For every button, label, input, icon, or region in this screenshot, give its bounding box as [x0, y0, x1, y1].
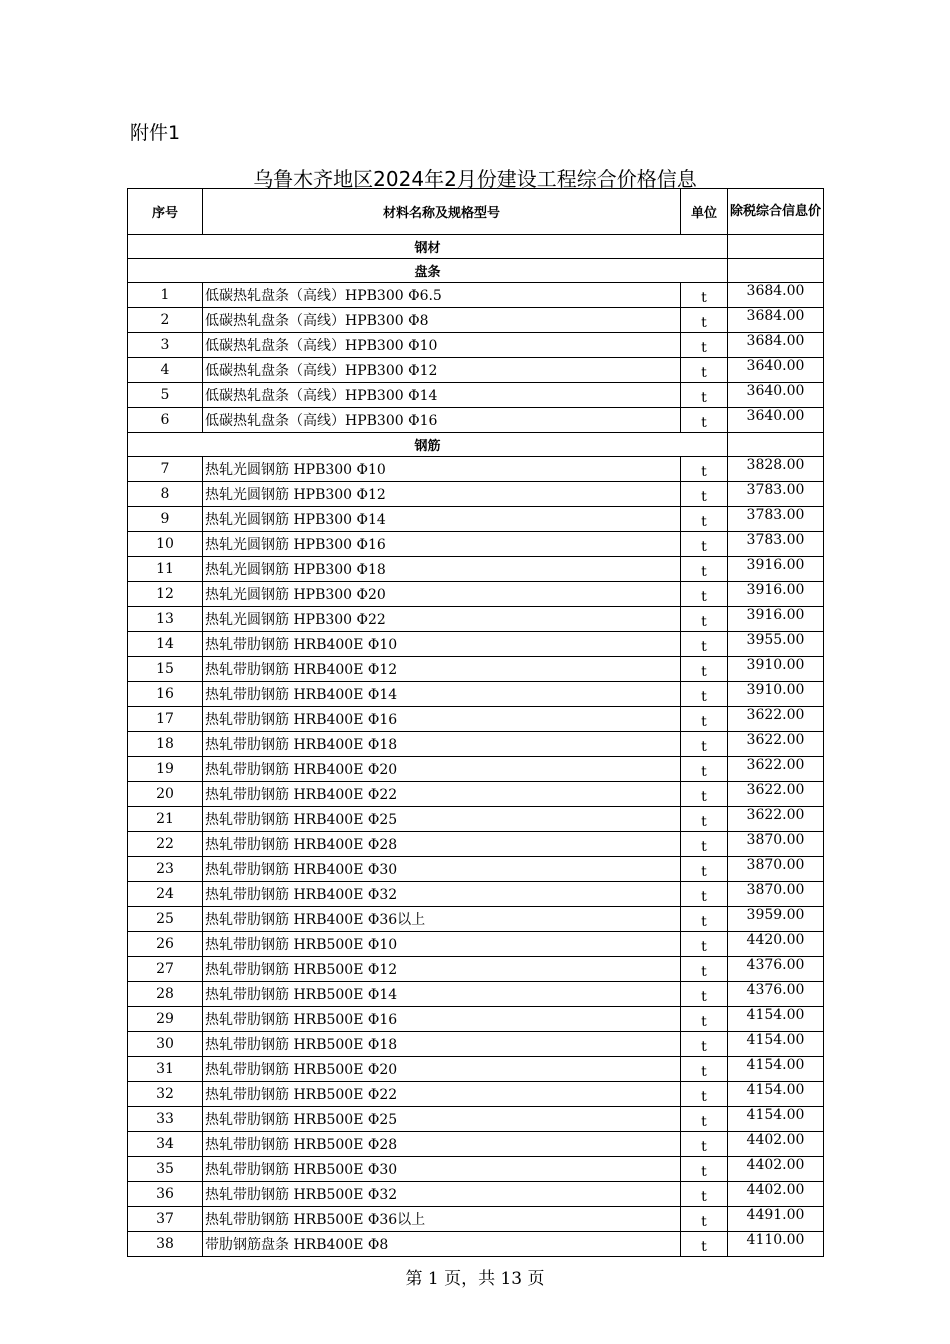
unit-cell: t: [681, 907, 728, 932]
material-name: 热轧带肋钢筋 HRB400E Φ32: [203, 882, 681, 907]
material-name: 热轧带肋钢筋 HRB400E Φ28: [203, 832, 681, 857]
unit-cell: t: [681, 1007, 728, 1032]
unit-cell: t: [681, 732, 728, 757]
table-row: [128, 932, 824, 957]
unit-cell: t: [681, 408, 728, 433]
table-row: [128, 308, 824, 333]
price-cell: 4154.00: [728, 1107, 824, 1132]
section-row: [128, 433, 824, 457]
row-number: 12: [128, 582, 203, 607]
row-number: 26: [128, 932, 203, 957]
price-cell: 3783.00: [728, 507, 824, 532]
row-number: 3: [128, 333, 203, 358]
material-name: 低碳热轧盘条（高线）HPB300 Φ12: [203, 358, 681, 383]
unit-cell: t: [681, 882, 728, 907]
table-row: [128, 832, 824, 857]
row-number: 6: [128, 408, 203, 433]
price-cell: 3828.00: [728, 457, 824, 482]
table-row: [128, 408, 824, 433]
section-row: [128, 259, 824, 283]
price-cell: 3622.00: [728, 782, 824, 807]
unit-cell: t: [681, 1032, 728, 1057]
page-footer: 第 1 页，共 13 页: [405, 1269, 545, 1289]
unit-cell: t: [681, 1057, 728, 1082]
header-price: 除税综合信息价: [728, 189, 824, 235]
row-number: 19: [128, 757, 203, 782]
section-label: 钢材: [128, 235, 728, 259]
row-number: 31: [128, 1057, 203, 1082]
material-name: 热轧光圆钢筋 HPB300 Φ18: [203, 557, 681, 582]
price-cell: 3910.00: [728, 682, 824, 707]
material-name: 热轧带肋钢筋 HRB500E Φ20: [203, 1057, 681, 1082]
table-row: [128, 1007, 824, 1032]
table-row: [128, 1182, 824, 1207]
unit-cell: t: [681, 1207, 728, 1232]
material-name: 热轧带肋钢筋 HRB500E Φ32: [203, 1182, 681, 1207]
price-cell: 4376.00: [728, 957, 824, 982]
unit-cell: t: [681, 308, 728, 333]
table-row: [128, 283, 824, 308]
table-row: [128, 1157, 824, 1182]
unit-cell: t: [681, 1232, 728, 1257]
material-name: 热轧光圆钢筋 HPB300 Φ16: [203, 532, 681, 557]
row-number: 16: [128, 682, 203, 707]
table-row: [128, 607, 824, 632]
price-table: [127, 188, 824, 1257]
row-number: 25: [128, 907, 203, 932]
section-row: [128, 235, 824, 259]
material-name: 带肋钢筋盘条 HRB400E Φ8: [203, 1232, 681, 1257]
material-name: 热轧光圆钢筋 HPB300 Φ14: [203, 507, 681, 532]
unit-cell: t: [681, 607, 728, 632]
unit-cell: t: [681, 707, 728, 732]
price-cell: 3622.00: [728, 757, 824, 782]
material-name: 热轧带肋钢筋 HRB500E Φ14: [203, 982, 681, 1007]
material-name: 热轧带肋钢筋 HRB500E Φ10: [203, 932, 681, 957]
row-number: 27: [128, 957, 203, 982]
table-row: [128, 982, 824, 1007]
unit-cell: t: [681, 557, 728, 582]
price-cell: 4154.00: [728, 1007, 824, 1032]
material-name: 热轧带肋钢筋 HRB500E Φ28: [203, 1132, 681, 1157]
price-cell: 4420.00: [728, 932, 824, 957]
table-body: [128, 235, 824, 1257]
material-name: 低碳热轧盘条（高线）HPB300 Φ14: [203, 383, 681, 408]
unit-cell: t: [681, 333, 728, 358]
row-number: 37: [128, 1207, 203, 1232]
row-number: 17: [128, 707, 203, 732]
price-cell: 3640.00: [728, 383, 824, 408]
table-row: [128, 1107, 824, 1132]
material-name: 热轧带肋钢筋 HRB400E Φ22: [203, 782, 681, 807]
material-name: 低碳热轧盘条（高线）HPB300 Φ8: [203, 308, 681, 333]
row-number: 33: [128, 1107, 203, 1132]
material-name: 热轧带肋钢筋 HRB400E Φ30: [203, 857, 681, 882]
price-cell: 4491.00: [728, 1207, 824, 1232]
price-cell: 4376.00: [728, 982, 824, 1007]
row-number: 2: [128, 308, 203, 333]
row-number: 30: [128, 1032, 203, 1057]
row-number: 10: [128, 532, 203, 557]
row-number: 11: [128, 557, 203, 582]
section-price-empty: [728, 259, 824, 283]
material-name: 热轧带肋钢筋 HRB500E Φ30: [203, 1157, 681, 1182]
row-number: 5: [128, 383, 203, 408]
price-cell: 4402.00: [728, 1182, 824, 1207]
material-name: 热轧带肋钢筋 HRB400E Φ10: [203, 632, 681, 657]
unit-cell: t: [681, 582, 728, 607]
price-cell: 3783.00: [728, 532, 824, 557]
row-number: 36: [128, 1182, 203, 1207]
unit-cell: t: [681, 757, 728, 782]
price-cell: 4110.00: [728, 1232, 824, 1257]
table-row: [128, 532, 824, 557]
row-number: 8: [128, 482, 203, 507]
price-cell: 3955.00: [728, 632, 824, 657]
material-name: 热轧带肋钢筋 HRB400E Φ18: [203, 732, 681, 757]
row-number: 14: [128, 632, 203, 657]
price-cell: 3783.00: [728, 482, 824, 507]
material-name: 热轧带肋钢筋 HRB500E Φ36以上: [203, 1207, 681, 1232]
row-number: 21: [128, 807, 203, 832]
table-row: [128, 1032, 824, 1057]
material-name: 热轧带肋钢筋 HRB400E Φ20: [203, 757, 681, 782]
row-number: 7: [128, 457, 203, 482]
price-cell: 3916.00: [728, 582, 824, 607]
table-header-row: [128, 189, 824, 235]
unit-cell: t: [681, 782, 728, 807]
row-number: 28: [128, 982, 203, 1007]
unit-cell: t: [681, 982, 728, 1007]
unit-cell: t: [681, 482, 728, 507]
unit-cell: t: [681, 383, 728, 408]
material-name: 热轧光圆钢筋 HPB300 Φ20: [203, 582, 681, 607]
table-row: [128, 732, 824, 757]
row-number: 18: [128, 732, 203, 757]
material-name: 热轧带肋钢筋 HRB400E Φ25: [203, 807, 681, 832]
material-name: 热轧带肋钢筋 HRB500E Φ25: [203, 1107, 681, 1132]
material-name: 热轧带肋钢筋 HRB400E Φ36以上: [203, 907, 681, 932]
row-number: 9: [128, 507, 203, 532]
table-row: [128, 907, 824, 932]
unit-cell: t: [681, 358, 728, 383]
table-row: [128, 557, 824, 582]
table-row: [128, 383, 824, 408]
header-unit: 单位: [681, 189, 728, 235]
row-number: 35: [128, 1157, 203, 1182]
price-cell: 3959.00: [728, 907, 824, 932]
material-name: 热轧带肋钢筋 HRB500E Φ22: [203, 1082, 681, 1107]
material-name: 热轧光圆钢筋 HPB300 Φ22: [203, 607, 681, 632]
material-name: 热轧带肋钢筋 HRB400E Φ14: [203, 682, 681, 707]
table-row: [128, 957, 824, 982]
table-row: [128, 757, 824, 782]
unit-cell: t: [681, 283, 728, 308]
row-number: 1: [128, 283, 203, 308]
row-number: 24: [128, 882, 203, 907]
table-row: [128, 1082, 824, 1107]
section-label: 盘条: [128, 259, 728, 283]
table-row: [128, 1132, 824, 1157]
material-name: 热轧带肋钢筋 HRB500E Φ16: [203, 1007, 681, 1032]
price-cell: 3622.00: [728, 707, 824, 732]
material-name: 低碳热轧盘条（高线）HPB300 Φ16: [203, 408, 681, 433]
row-number: 15: [128, 657, 203, 682]
table-row: [128, 482, 824, 507]
table-row: [128, 807, 824, 832]
price-cell: 3870.00: [728, 857, 824, 882]
price-cell: 3684.00: [728, 308, 824, 333]
price-cell: 3684.00: [728, 283, 824, 308]
unit-cell: t: [681, 682, 728, 707]
unit-cell: t: [681, 1182, 728, 1207]
unit-cell: t: [681, 532, 728, 557]
row-number: 23: [128, 857, 203, 882]
table-row: [128, 1057, 824, 1082]
row-number: 29: [128, 1007, 203, 1032]
material-name: 低碳热轧盘条（高线）HPB300 Φ10: [203, 333, 681, 358]
unit-cell: t: [681, 1132, 728, 1157]
unit-cell: t: [681, 857, 728, 882]
price-cell: 3622.00: [728, 807, 824, 832]
table-row: [128, 358, 824, 383]
price-cell: 3916.00: [728, 557, 824, 582]
table-row: [128, 682, 824, 707]
price-cell: 3916.00: [728, 607, 824, 632]
unit-cell: t: [681, 932, 728, 957]
price-cell: 3870.00: [728, 832, 824, 857]
table-row: [128, 1207, 824, 1232]
material-name: 热轧光圆钢筋 HPB300 Φ12: [203, 482, 681, 507]
unit-cell: t: [681, 1157, 728, 1182]
section-label: 钢筋: [128, 433, 728, 457]
table-row: [128, 333, 824, 358]
unit-cell: t: [681, 1107, 728, 1132]
price-cell: 3622.00: [728, 732, 824, 757]
section-price-empty: [728, 433, 824, 457]
section-price-empty: [728, 235, 824, 259]
price-cell: 3684.00: [728, 333, 824, 358]
row-number: 32: [128, 1082, 203, 1107]
unit-cell: t: [681, 832, 728, 857]
price-cell: 4154.00: [728, 1057, 824, 1082]
price-cell: 4154.00: [728, 1032, 824, 1057]
price-cell: 3640.00: [728, 408, 824, 433]
material-name: 热轧带肋钢筋 HRB500E Φ12: [203, 957, 681, 982]
material-name: 热轧带肋钢筋 HRB500E Φ18: [203, 1032, 681, 1057]
table-row: [128, 657, 824, 682]
row-number: 4: [128, 358, 203, 383]
table-row: [128, 507, 824, 532]
table-row: [128, 882, 824, 907]
price-cell: 4402.00: [728, 1157, 824, 1182]
unit-cell: t: [681, 657, 728, 682]
header-name: 材料名称及规格型号: [203, 189, 681, 235]
table-row: [128, 707, 824, 732]
table-row: [128, 457, 824, 482]
unit-cell: t: [681, 507, 728, 532]
attachment-label: 附件1: [130, 122, 181, 144]
unit-cell: t: [681, 457, 728, 482]
material-name: 热轧带肋钢筋 HRB400E Φ16: [203, 707, 681, 732]
header-no: 序号: [128, 189, 203, 235]
price-cell: 4402.00: [728, 1132, 824, 1157]
price-cell: 3870.00: [728, 882, 824, 907]
row-number: 13: [128, 607, 203, 632]
page-title: 乌鲁木齐地区2024年2月份建设工程综合价格信息: [253, 167, 697, 191]
table-row: [128, 782, 824, 807]
table-row: [128, 632, 824, 657]
unit-cell: t: [681, 632, 728, 657]
unit-cell: t: [681, 807, 728, 832]
unit-cell: t: [681, 957, 728, 982]
row-number: 38: [128, 1232, 203, 1257]
material-name: 热轧光圆钢筋 HPB300 Φ10: [203, 457, 681, 482]
row-number: 20: [128, 782, 203, 807]
unit-cell: t: [681, 1082, 728, 1107]
material-name: 热轧带肋钢筋 HRB400E Φ12: [203, 657, 681, 682]
table-row: [128, 582, 824, 607]
row-number: 22: [128, 832, 203, 857]
table-row: [128, 857, 824, 882]
price-cell: 3910.00: [728, 657, 824, 682]
material-name: 低碳热轧盘条（高线）HPB300 Φ6.5: [203, 283, 681, 308]
table-row: [128, 1232, 824, 1257]
row-number: 34: [128, 1132, 203, 1157]
price-cell: 3640.00: [728, 358, 824, 383]
price-cell: 4154.00: [728, 1082, 824, 1107]
